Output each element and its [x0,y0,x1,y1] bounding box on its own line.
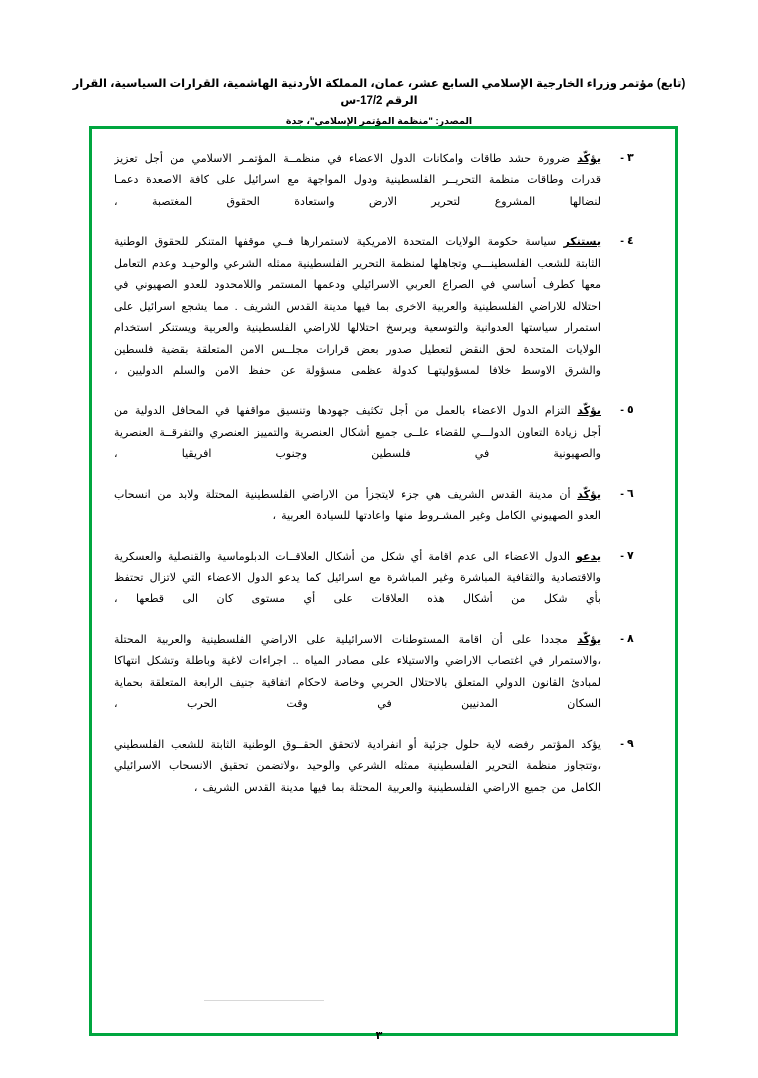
clause-number: ٩ - [620,737,634,750]
list-item [114,149,653,213]
list-item [114,401,653,465]
list-item [114,735,653,799]
clause-content: أن مدينة القدس الشريف هي جزء لايتجزأ من الاراضي الفلسطينية المحتلة ولابد من انسحاب العدو الصهيوني الكامل وغير المشـروط منها واعادتها للسيادة العربية ، [114,488,601,523]
header-source: المصدر: "منظمة المؤتمر الإسلامي"، جدة [285,116,473,128]
clause-text [114,401,601,465]
clause-text [114,735,601,799]
document-header [60,76,698,130]
clause-content: التزام الدول الاعضاء بالعمل من أجل تكثيف جهودها وتنسيق مواقفها في المحافل الدولية من أجل زيادة التعاون الدولـــي للقضاء علــى جميع أشكال العنصرية والتمييز العنصري والتفرقــة العنصرية والصهيونية في فلسطين وجنوب افريقيا ، [114,405,601,461]
list-item [114,630,653,716]
clause-verb: يستنكر [563,236,601,249]
clause-list [114,149,653,1019]
list-item [114,232,653,382]
clause-content: مجددا على أن اقامة المستوطنات الاسرائيلية على الاراضي الفلسطينية والعربية المحتلة ،والاستمرار في اغتصاب الاراضي والاستيلاء على مصادر المياه .. اجراءات لاغية وباطلة وتشكل انتهاكا لمبادئ القانون الدولي المتعلق بالاحتلال الحربي وخاصة لاحكام اتفاقية جنيف الرابعة المتعلقة بحماية السكان المدنيين في وقت الحرب ، [114,633,601,711]
clause-number: ٧ - [620,549,634,562]
clause-number: ٥ - [620,404,634,417]
clause-text [114,149,601,213]
clause-number: ٦ - [620,487,634,500]
clause-number: ٤ - [620,235,634,248]
clause-verb: يؤكّد [577,488,601,501]
clause-text [114,232,601,382]
clause-verb: يؤكّد [577,633,601,646]
clause-text [114,630,601,716]
clause-content: الدول الاعضاء الى عدم اقامة أي شكل من أشكال العلاقــات الدبلوماسية والقنصلية والعسكرية والاقتصادية والثقافية المباشرة وغير المباشرة مع اسرائيل كما يدعو الدول الاعضاء التي لاتزال تحتفظ بأي شكل من أشكال هذه العلاقات على أي مستوى كان الى قطعها ، [114,550,601,606]
list-item [114,547,653,611]
header-title: (تابع) مؤتمر وزراء الخارجية الإسلامي السابع عشر، عمان، المملكة الأردنية الهاشمية، القرارات السياسية، القرار الرقم 17/2-س [72,78,686,107]
page-number: ٣ [375,1030,383,1042]
clause-verb: يؤكّد [577,405,601,418]
clause-content: سياسة حكومة الولايات المتحدة الامريكية لاستمرارها فــي موقفها المتنكر للحقوق الوطنية الثابتة للشعب الفلسطينـــي وتجاهلها لمنظمة التحرير الفلسطينية ممثله الشرعي والوحيـد وعدم التعامل معها كطرف أساسي في الصراع العربي الاسرائيلي ودعمها المستمر واللامحدود للعدو الصهيوني في احتلاله للاراضي الفلسطينية والعربية الاخرى بما فيها مدينة القدس الشريف . مما يشجع اسرائيل على استمرار سياستها العدوانية والتوسعية ويرسخ احتلالها للاراضي الفلسطينية والعربية ويستنكر استخدام الولايات المتحدة لحق النقض لتعطيل صدور بعض قرارات مجلــس الامن المتعلقة بقضية فلسطين والشرق الاوسط خلافا لمسؤوليتهـا كدولة عظمى مسؤولة عن حفظ الامن والسلم الدوليين ، [114,236,601,377]
clause-number: ٣ - [620,152,634,164]
clause-verb: يدعو [576,550,601,563]
clause-text [114,547,601,611]
clause-content: ضرورة حشد طاقات وامكانات الدول الاعضاء في منظمــة المؤتمـر الاسلامي من أجل تعزيز قدرات وطاقات منظمة التحريــر الفلسطينية ودول المواجهة مع اسرائيل على كافة الاصعدة دعمـا لنضالها المشروع لتحرير الارض واستعادة الحقوق المغتصبة ، [114,153,601,208]
list-item [114,485,653,528]
clause-content: يؤكد المؤتمر رفضه لاية حلول جزئية أو انفرادية لاتحقق الحقــوق الوطنية الثابتة للشعب الفلسطيني ،وتتجاوز منظمة التحرير الفلسطينية ممثله الشرعي والوحيد ،ولاتضمن تحقيق الانسحاب الاسرائيلي الكامل من جميع الاراضي الفلسطينية والعربية المحتلة بما فيها مدينة القدس الشريف ، [114,738,601,794]
clause-verb: يؤكّد [577,153,601,165]
clause-text [114,485,601,528]
content-frame [89,126,678,1036]
clause-number: ٨ - [620,632,634,645]
divider [204,1000,324,1001]
